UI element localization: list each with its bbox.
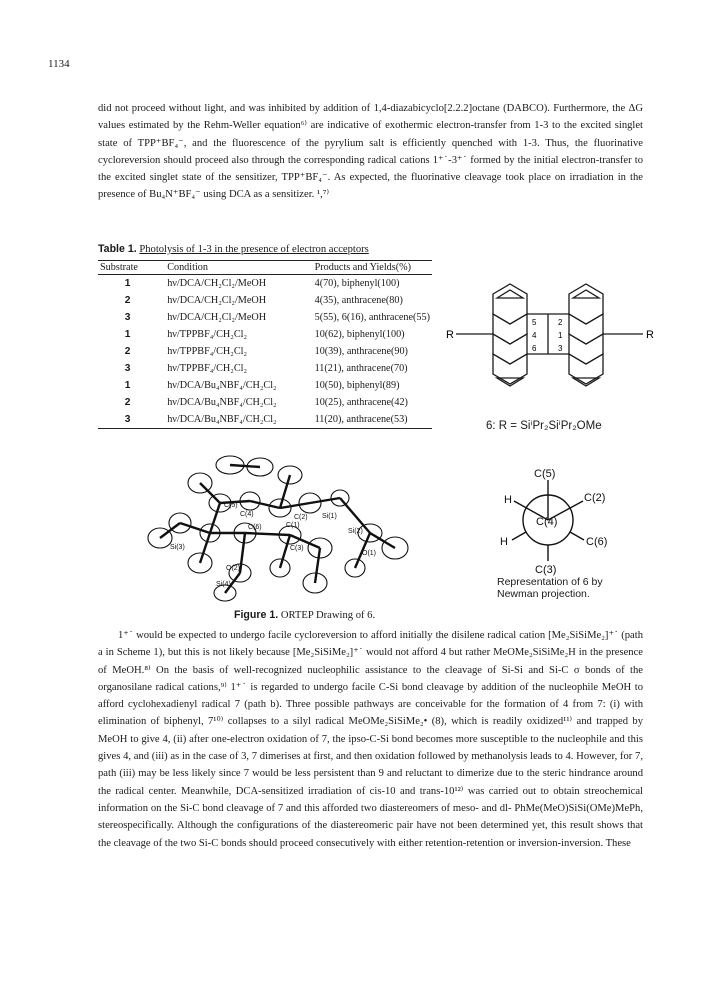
structure-6-label: 6: R = SiⁱPr₂SiⁱPr₂OMe (486, 420, 602, 432)
structure-6-r-right: R (646, 329, 654, 341)
table-cell-substrate: 3 (98, 411, 157, 428)
table-cell-condition: hν/DCA/Bu₄NBF₄/CH₂Cl₂ (157, 411, 300, 428)
structure-6-pos-1: 1 (558, 331, 563, 340)
paragraph-1: did not proceed without light, and was inhibited by addition of 1,4-diazabicyclo[2.2.2]octane (DABCO). Furthermore, the ΔG values estimated by the Rehm-Weller equation⁶⁾ are indicative of exothermic electron-transfer from 1-3 to the excited singlet state of TPP⁺BF₄⁻, and the fluorescence of the pyrylium salt is efficiently quenched with 1-3. Thus, the fluorinative cycloreversion should proceed also through the corresponding radical cations 1⁺˙-3⁺˙ formed by the initial electron-transfer to the excited singlet state of the sensitizer, TPP⁺BF₄⁻. As expected, the fluorinative cleavage took place on irradiation in the presence of Bu₄N⁺BF₄⁻ using DCA as a sensitizer. ¹,⁷⁾ (98, 103, 643, 201)
table-cell-condition: hν/TPPBF₄/CH₂Cl₂ (167, 328, 248, 340)
table-cell-condition: hν/DCA/CH₂Cl₂/MeOH (167, 294, 267, 306)
newman-caption-line2: Newman projection. (497, 588, 590, 600)
table-row (98, 292, 432, 309)
newman-label-c6: C(6) (586, 536, 608, 548)
ortep-drawing (140, 453, 440, 603)
ortep-label-c6: C(6) (248, 524, 262, 531)
table-cell-condition: hν/TPPBF₄/CH₂Cl₂ (167, 345, 248, 357)
table-cell-substrate: 3 (124, 362, 131, 374)
newman-label-h-top: H (504, 494, 512, 506)
table-row (98, 343, 432, 360)
structure-6-pos-2: 2 (558, 318, 563, 327)
figure-caption (234, 609, 375, 621)
structure-6-r-left: R (446, 329, 454, 341)
table-cell-products: 11(21), anthracene(70) (314, 362, 408, 374)
table-cell-substrate: 2 (124, 345, 131, 357)
table-row (98, 377, 432, 394)
table-cell-substrate: 2 (124, 396, 131, 408)
table-caption-label: Table 1. (98, 243, 137, 255)
figure-caption-text: ORTEP Drawing of 6. (280, 610, 376, 621)
table-header-row (98, 261, 432, 275)
table-cell-products: 11(20), anthracene(53) (301, 411, 432, 428)
table-cell-products: 4(35), anthracene(80) (314, 294, 403, 306)
table-header-substrate: Substrate (98, 261, 157, 275)
table-cell-condition: hν/DCA/CH₂Cl₂/MeOH (167, 311, 267, 323)
structure-6-bonds (456, 284, 643, 386)
table-row (98, 309, 432, 326)
ortep-label-si1: Si(1) (322, 513, 337, 520)
newman-label-c2: C(2) (584, 492, 606, 504)
ortep-label-c4: C(4) (240, 511, 254, 518)
table-body (98, 275, 432, 429)
ortep-label-si3: Si(3) (170, 544, 185, 551)
table-cell-condition: hν/DCA/CH₂Cl₂/MeOH (167, 277, 267, 289)
page-number: 1134 (48, 58, 70, 70)
ortep-label-c5: C(5) (224, 502, 238, 509)
table-cell-products: 5(55), 6(16), anthracene(55) (314, 311, 430, 323)
ortep-label-c3: C(3) (290, 545, 304, 552)
newman-projection (486, 465, 616, 575)
newman-label-c5: C(5) (534, 468, 556, 480)
structure-6-pos-4: 4 (532, 331, 537, 340)
newman-label-c4: C(4) (536, 516, 558, 528)
ortep-label-c2: C(2) (294, 514, 308, 521)
ortep-label-o2: O(2) (226, 565, 240, 572)
table-cell-substrate: 2 (124, 294, 131, 306)
paragraph-2: 1⁺˙ would be expected to undergo facile cycloreversion to afford initially the disilene radical cation [Me₂SiSiMe₂]⁺˙ (path a in Scheme 1), but this is not likely because [Me₂SiSiMe₂]⁺˙ would not afford 4 but rather MeOMe₂SiSiMe₂H in the presence of MeOH.⁸⁾ On the basis of well-recognized nucleophilic assistance to the cleavage of Si-Si and Si-C σ bonds of the organosilane radical cations,⁹⁾ 1⁺˙ is regarded to undergo facile C-Si bond cleavage by addition of the nucleophile MeOH to afford cyclohexadienyl radical 7 (path b). Three possible pathways are conceivable for the formation of 4 from 7: (i) with elimination of biphenyl, 7¹⁰⁾ collapses to a silyl radical MeOMe₂SiSiMe₂• (8), which is readily oxidized¹¹⁾ and trapped by MeOH to give 4, (ii) after one-electron oxidation of 7, the ipso-C-Si bond becomes more susceptible to the nucleophile and this gives 4, and (iii) as in the case of 3, 7 dimerises at first, and then oxidation followed by methanolysis leads to 4. However, for 7, path (iii) may be less likely since 7 would be less persistent than 9 and reluctant to dimerize due to the steric hindrance around the radical center. Meanwhile, DCA-sensitized irradiation of cis-10 and trans-10¹²⁾ was carried out to obtain streochemical information on the Si-C bond cleavage of 7 and this afforded two diastereomers of meso- and dl- PhMe(MeO)SiSi(OMe)MePh, stereospecifically. Although the configurations of the diastereomeric pair have not been determined yet, this result shows that the cleavage of the two Si-C bonds should proceed consecutively with either retention-retention or inversion-inversion. These (98, 630, 643, 849)
figure-caption-label: Figure 1. (234, 609, 279, 621)
structure-6-diagram (448, 280, 678, 415)
table-cell-condition: hν/DCA/Bu₄NBF₄/CH₂Cl₂ (167, 379, 277, 391)
table-row (98, 326, 432, 343)
table-cell-substrate: 1 (124, 379, 131, 391)
ortep-label-si4: Si(4) (216, 581, 231, 588)
table-cell-substrate: 1 (124, 277, 131, 289)
table-header-condition: Condition (157, 261, 300, 275)
table-cell-products: 10(50), biphenyl(89) (314, 379, 400, 391)
table-cell-products: 10(62), biphenyl(100) (314, 328, 405, 340)
newman-label-c3: C(3) (535, 564, 557, 576)
table-row (98, 360, 432, 377)
table-cell-products: 10(25), anthracene(42) (314, 396, 408, 408)
newman-label-h-bottom: H (500, 536, 508, 548)
newman-caption (497, 576, 603, 600)
table-row (98, 411, 432, 428)
table-row (98, 275, 432, 292)
table-caption-text: Photolysis of 1-3 in the presence of electron acceptors (139, 244, 369, 255)
newman-label-group (500, 468, 607, 576)
table-cell-condition: hν/DCA/Bu₄NBF₄/CH₂Cl₂ (167, 396, 277, 408)
newman-caption-line1: Representation of 6 by (497, 576, 603, 588)
ortep-label-si2: Si(2) (348, 528, 363, 535)
table-cell-products: 4(70), biphenyl(100) (314, 277, 400, 289)
table-header-products: Products and Yields(%) (301, 261, 432, 275)
structure-6-pos-3: 3 (558, 344, 563, 353)
structure-6-pos-6: 6 (532, 344, 537, 353)
ortep-label-c1: C(1) (286, 522, 300, 529)
table-cell-substrate: 3 (124, 311, 131, 323)
photolysis-table (98, 260, 432, 429)
table-cell-condition: hν/TPPBF₄/CH₂Cl₂ (167, 362, 248, 374)
table-caption (98, 243, 369, 255)
ortep-atoms (148, 456, 408, 601)
table-cell-substrate: 1 (124, 328, 131, 340)
table-cell-products: 10(39), anthracene(90) (314, 345, 408, 357)
table-row (98, 394, 432, 411)
ortep-label-o1: O(1) (362, 550, 376, 557)
structure-6-pos-5: 5 (532, 318, 537, 327)
